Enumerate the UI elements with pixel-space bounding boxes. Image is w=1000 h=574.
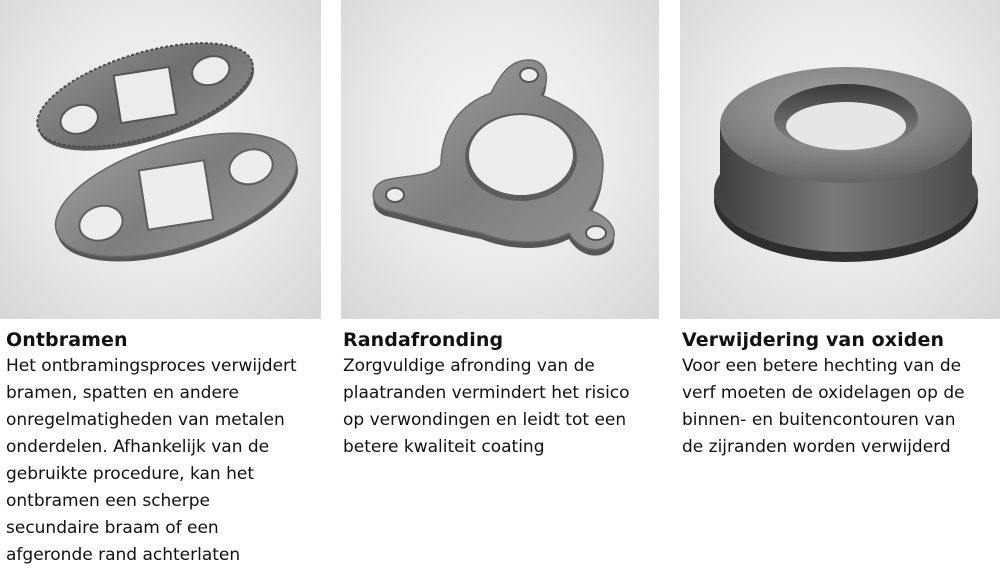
panel-title: Ontbramen (6, 329, 128, 351)
panel-deburring (0, 0, 321, 569)
ring-part-illustration (680, 0, 1000, 319)
oval-plates-illustration (0, 0, 321, 319)
panel-oxide-removal (680, 0, 1000, 461)
deburring-photo (0, 0, 321, 319)
panel-edge-rounding (341, 0, 659, 461)
panel-title: Verwijdering van oxiden (682, 329, 945, 351)
panel-description: Zorgvuldige afronding van de plaatranden vermindert het risico op verwondingen en leidt tot een betere kwaliteit coating (343, 356, 630, 457)
edge-rounding-photo (341, 0, 659, 319)
panel-title: Randafronding (343, 329, 504, 351)
oxide-removal-photo (680, 0, 1000, 319)
panel-description: Het ontbramingsproces verwijdert bramen, spatten en andere onregelmatigheden van metalen onderdelen. Afhankelijk van de gebruikte procedure, kan het ontbramen een scherpe secundaire braam of een afgeronde rand achterlaten (6, 356, 297, 565)
panel-description: Voor een betere hechting van de verf moeten de oxidelagen op de binnen- en buitencontouren van de zijranden worden verwijderd (682, 356, 965, 457)
flange-plate-illustration (341, 0, 659, 319)
